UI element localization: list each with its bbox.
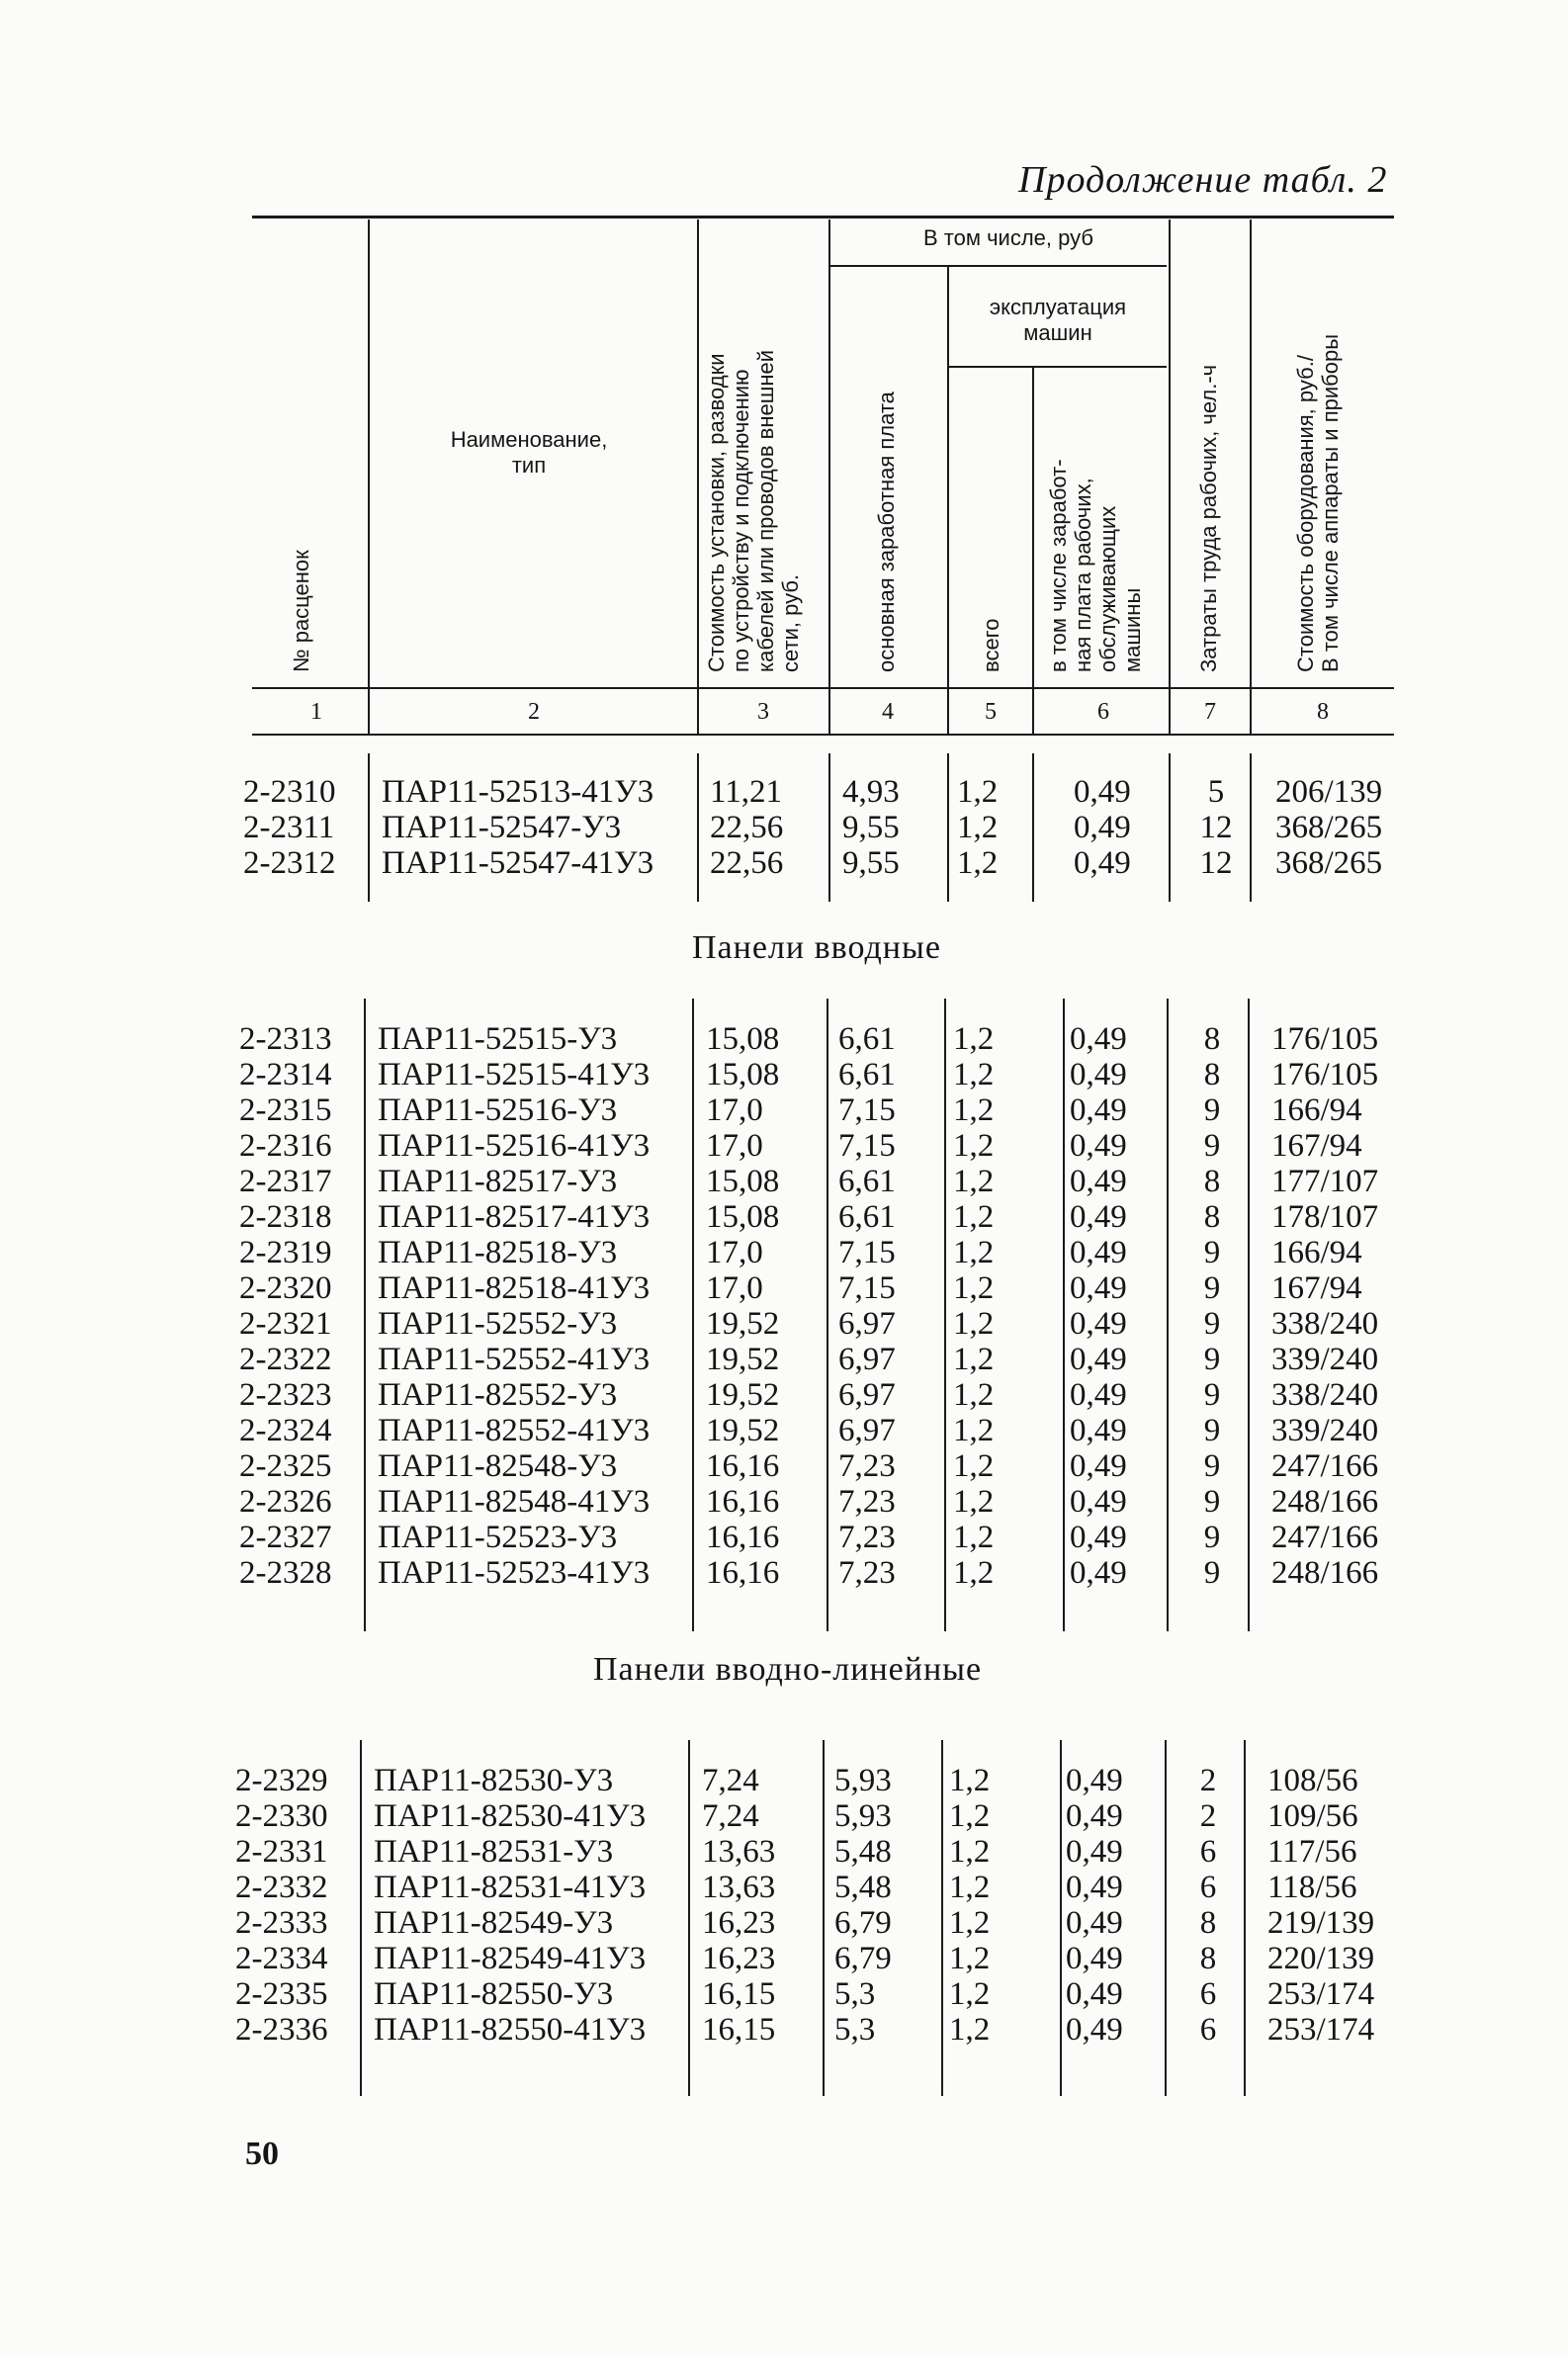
row-name: ПАР11-82548-41У3 [378,1484,651,1520]
row-number: 2-2313 [239,1021,332,1057]
section-title: Панели вводные [692,929,941,966]
row-number: 2-2336 [235,2012,328,2048]
header-col5: всего [979,618,1003,672]
row-equipment-cost: 166/94 [1271,1235,1362,1270]
row-equipment-cost: 339/240 [1271,1342,1379,1377]
row-base-pay: 7,15 [838,1092,896,1128]
row-name: ПАР11-52523-41У3 [378,1555,651,1591]
row-install-cost: 7,24 [702,1763,759,1798]
column-number: 2 [528,699,540,725]
row-labor: 2 [1199,1763,1217,1798]
row-name: ПАР11-82550-41У3 [374,2012,647,2048]
row-name: ПАР11-82517-41У3 [378,1199,651,1235]
row-machine-pay: 0,49 [1074,845,1131,881]
row-labor: 2 [1199,1798,1217,1834]
row-name: ПАР11-82517-У3 [378,1164,618,1199]
row-number: 2-2316 [239,1128,332,1164]
header-col2: Наименование, тип [450,427,608,478]
row-install-cost: 16,16 [706,1484,780,1520]
row-labor: 9 [1203,1520,1221,1555]
row-name: ПАР11-52547-У3 [382,810,622,845]
row-machine-total: 1,2 [949,1905,991,1941]
column-number: 8 [1317,699,1329,725]
row-name: ПАР11-82518-У3 [378,1235,618,1270]
row-machine-pay: 0,49 [1066,1976,1123,2012]
row-machine-pay: 0,49 [1066,2012,1123,2048]
header-divider [828,219,830,734]
body-divider [368,753,370,902]
row-number: 2-2331 [235,1834,328,1870]
row-machine-pay: 0,49 [1074,810,1131,845]
row-install-cost: 22,56 [710,810,784,845]
row-number: 2-2335 [235,1976,328,2012]
row-machine-pay: 0,49 [1074,774,1131,810]
row-labor: 12 [1199,810,1233,845]
body-divider [823,1740,825,2096]
header-col3: Стоимость установки, разводки по устройству и подключению кабелей или проводов внешней сети, руб. [704,349,803,672]
row-equipment-cost: 177/107 [1271,1164,1379,1199]
row-number: 2-2324 [239,1413,332,1448]
column-number: 7 [1204,699,1216,725]
row-labor: 6 [1199,1834,1217,1870]
row-machine-total: 1,2 [949,1834,991,1870]
row-number: 2-2325 [239,1448,332,1484]
header-divider [697,219,699,734]
row-labor: 6 [1199,1976,1217,2012]
body-divider [1060,1740,1062,2096]
row-equipment-cost: 167/94 [1271,1128,1362,1164]
row-number: 2-2322 [239,1342,332,1377]
row-machine-pay: 0,49 [1070,1484,1127,1520]
row-install-cost: 19,52 [706,1342,780,1377]
row-install-cost: 13,63 [702,1834,776,1870]
row-machine-pay: 0,49 [1070,1448,1127,1484]
row-install-cost: 19,52 [706,1377,780,1413]
row-labor: 6 [1199,1870,1217,1905]
body-divider [697,753,699,902]
row-labor: 8 [1199,1941,1217,1976]
row-base-pay: 6,61 [838,1021,896,1057]
row-labor: 9 [1203,1128,1221,1164]
row-labor: 8 [1203,1057,1221,1092]
row-machine-total: 1,2 [949,1763,991,1798]
row-number: 2-2334 [235,1941,328,1976]
row-labor: 8 [1203,1199,1221,1235]
row-machine-total: 1,2 [953,1021,995,1057]
row-base-pay: 6,79 [834,1905,892,1941]
row-equipment-cost: 118/56 [1267,1870,1357,1905]
header-group: В том числе, руб [923,225,1093,250]
row-machine-pay: 0,49 [1066,1834,1123,1870]
row-install-cost: 16,15 [702,1976,776,2012]
row-install-cost: 16,16 [706,1448,780,1484]
row-name: ПАР11-82550-У3 [374,1976,614,2012]
body-divider [364,999,366,1631]
row-name: ПАР11-82549-У3 [374,1905,614,1941]
row-install-cost: 15,08 [706,1199,780,1235]
subgroup-rule [949,366,1167,368]
row-install-cost: 17,0 [706,1128,763,1164]
row-equipment-cost: 219/139 [1267,1905,1375,1941]
row-labor: 12 [1199,845,1233,881]
row-machine-total: 1,2 [953,1342,995,1377]
row-name: ПАР11-52515-У3 [378,1021,618,1057]
row-equipment-cost: 247/166 [1271,1448,1379,1484]
row-base-pay: 7,15 [838,1270,896,1306]
row-name: ПАР11-82531-41У3 [374,1870,647,1905]
body-divider [1032,753,1034,902]
row-labor: 9 [1203,1555,1221,1591]
row-machine-total: 1,2 [953,1555,995,1591]
row-install-cost: 16,15 [702,2012,776,2048]
group-rule [830,265,1167,267]
row-name: ПАР11-82552-41У3 [378,1413,651,1448]
row-labor: 9 [1203,1235,1221,1270]
row-name: ПАР11-52547-41У3 [382,845,654,881]
row-name: ПАР11-52523-У3 [378,1520,618,1555]
row-machine-pay: 0,49 [1070,1021,1127,1057]
row-labor: 9 [1203,1484,1221,1520]
row-machine-total: 1,2 [953,1057,995,1092]
row-base-pay: 5,93 [834,1763,892,1798]
row-install-cost: 16,23 [702,1905,776,1941]
header-divider [368,219,370,734]
row-install-cost: 17,0 [706,1235,763,1270]
row-install-cost: 13,63 [702,1870,776,1905]
row-number: 2-2332 [235,1870,328,1905]
row-labor: 6 [1199,2012,1217,2048]
row-base-pay: 6,97 [838,1413,896,1448]
row-machine-total: 1,2 [953,1199,995,1235]
body-divider [941,1740,943,2096]
row-equipment-cost: 338/240 [1271,1377,1379,1413]
row-name: ПАР11-82531-У3 [374,1834,614,1870]
row-number: 2-2319 [239,1235,332,1270]
row-labor: 9 [1203,1306,1221,1342]
row-equipment-cost: 247/166 [1271,1520,1379,1555]
row-base-pay: 9,55 [842,845,900,881]
row-equipment-cost: 108/56 [1267,1763,1358,1798]
row-machine-pay: 0,49 [1070,1092,1127,1128]
row-labor: 9 [1203,1448,1221,1484]
row-labor: 9 [1203,1342,1221,1377]
colnum-bottom-rule [252,734,1394,736]
row-machine-total: 1,2 [953,1377,995,1413]
row-machine-total: 1,2 [957,810,999,845]
row-name: ПАР11-52516-41У3 [378,1128,651,1164]
row-name: ПАР11-52516-У3 [378,1092,618,1128]
row-base-pay: 6,97 [838,1342,896,1377]
header-top-rule [252,216,1394,218]
row-base-pay: 6,61 [838,1057,896,1092]
row-machine-total: 1,2 [949,2012,991,2048]
row-machine-total: 1,2 [953,1164,995,1199]
row-labor: 9 [1203,1377,1221,1413]
row-number: 2-2314 [239,1057,332,1092]
row-base-pay: 9,55 [842,810,900,845]
row-machine-total: 1,2 [949,1798,991,1834]
row-install-cost: 15,08 [706,1021,780,1057]
row-machine-total: 1,2 [953,1520,995,1555]
row-number: 2-2310 [243,774,336,810]
row-machine-total: 1,2 [953,1413,995,1448]
row-base-pay: 7,23 [838,1520,896,1555]
row-base-pay: 5,3 [834,1976,876,2012]
row-machine-total: 1,2 [953,1448,995,1484]
row-name: ПАР11-52513-41У3 [382,774,654,810]
row-install-cost: 17,0 [706,1092,763,1128]
row-labor: 5 [1207,774,1225,810]
row-base-pay: 6,61 [838,1199,896,1235]
row-number: 2-2312 [243,845,336,881]
column-number: 6 [1097,699,1109,725]
column-number: 4 [882,699,894,725]
row-equipment-cost: 248/166 [1271,1484,1379,1520]
row-base-pay: 7,23 [838,1555,896,1591]
body-divider [1063,999,1065,1631]
row-number: 2-2326 [239,1484,332,1520]
row-number: 2-2320 [239,1270,332,1306]
row-name: ПАР11-52515-41У3 [378,1057,651,1092]
header-col4: основная заработная плата [874,392,899,672]
row-number: 2-2327 [239,1520,332,1555]
row-machine-total: 1,2 [953,1092,995,1128]
row-number: 2-2317 [239,1164,332,1199]
row-install-cost: 19,52 [706,1306,780,1342]
row-number: 2-2315 [239,1092,332,1128]
row-equipment-cost: 220/139 [1267,1941,1375,1976]
body-divider [692,999,694,1631]
row-machine-total: 1,2 [953,1306,995,1342]
table-caption: Продолжение табл. 2 [1018,159,1388,201]
row-install-cost: 15,08 [706,1057,780,1092]
row-install-cost: 16,16 [706,1520,780,1555]
body-divider [947,753,949,902]
body-divider [688,1740,690,2096]
row-equipment-cost: 253/174 [1267,1976,1375,2012]
row-equipment-cost: 368/265 [1275,845,1383,881]
row-machine-total: 1,2 [949,1976,991,2012]
row-install-cost: 7,24 [702,1798,759,1834]
row-base-pay: 6,79 [834,1941,892,1976]
page-number: 50 [245,2136,279,2172]
row-machine-pay: 0,49 [1070,1306,1127,1342]
row-base-pay: 5,48 [834,1870,892,1905]
row-number: 2-2328 [239,1555,332,1591]
row-machine-pay: 0,49 [1066,1798,1123,1834]
row-number: 2-2323 [239,1377,332,1413]
row-equipment-cost: 338/240 [1271,1306,1379,1342]
row-equipment-cost: 339/240 [1271,1413,1379,1448]
row-machine-pay: 0,49 [1066,1941,1123,1976]
row-machine-total: 1,2 [953,1128,995,1164]
row-name: ПАР11-52552-У3 [378,1306,618,1342]
row-machine-total: 1,2 [953,1484,995,1520]
header-divider [1250,219,1252,734]
column-number: 1 [310,699,322,725]
row-machine-total: 1,2 [949,1870,991,1905]
row-base-pay: 5,93 [834,1798,892,1834]
row-machine-pay: 0,49 [1070,1057,1127,1092]
row-equipment-cost: 166/94 [1271,1092,1362,1128]
header-col8: Стоимость оборудования, руб./ В том числе аппараты и приборы [1293,333,1343,672]
row-name: ПАР11-82549-41У3 [374,1941,647,1976]
row-equipment-cost: 117/56 [1267,1834,1357,1870]
column-number: 5 [985,699,997,725]
row-base-pay: 7,15 [838,1128,896,1164]
row-number: 2-2318 [239,1199,332,1235]
row-number: 2-2321 [239,1306,332,1342]
row-number: 2-2333 [235,1905,328,1941]
row-base-pay: 4,93 [842,774,900,810]
row-machine-total: 1,2 [949,1941,991,1976]
row-machine-pay: 0,49 [1066,1763,1123,1798]
row-machine-pay: 0,49 [1066,1870,1123,1905]
row-machine-pay: 0,49 [1070,1342,1127,1377]
row-number: 2-2329 [235,1763,328,1798]
row-labor: 9 [1203,1413,1221,1448]
row-name: ПАР11-82552-У3 [378,1377,618,1413]
row-machine-total: 1,2 [957,774,999,810]
row-base-pay: 5,3 [834,2012,876,2048]
row-install-cost: 16,16 [706,1555,780,1591]
header-col6: в том числе заработ- ная плата рабочих, обслуживающих машины [1046,459,1145,672]
row-install-cost: 16,23 [702,1941,776,1976]
row-install-cost: 19,52 [706,1413,780,1448]
row-labor: 9 [1203,1092,1221,1128]
row-labor: 8 [1203,1164,1221,1199]
header-divider [1032,368,1034,734]
row-base-pay: 7,23 [838,1484,896,1520]
row-base-pay: 7,23 [838,1448,896,1484]
body-divider [944,999,946,1631]
row-equipment-cost: 368/265 [1275,810,1383,845]
row-machine-pay: 0,49 [1070,1413,1127,1448]
row-equipment-cost: 167/94 [1271,1270,1362,1306]
section-title: Панели вводно-линейные [593,1651,983,1688]
row-name: ПАР11-82530-У3 [374,1763,614,1798]
row-equipment-cost: 206/139 [1275,774,1383,810]
row-machine-pay: 0,49 [1070,1270,1127,1306]
body-divider [360,1740,362,2096]
row-equipment-cost: 176/105 [1271,1021,1379,1057]
row-equipment-cost: 248/166 [1271,1555,1379,1591]
row-base-pay: 6,97 [838,1306,896,1342]
row-equipment-cost: 178/107 [1271,1199,1379,1235]
row-machine-total: 1,2 [953,1270,995,1306]
row-machine-pay: 0,49 [1070,1377,1127,1413]
row-equipment-cost: 109/56 [1267,1798,1358,1834]
column-number: 3 [757,699,769,725]
row-labor: 8 [1199,1905,1217,1941]
row-name: ПАР11-52552-41У3 [378,1342,651,1377]
header-divider [1169,219,1171,734]
row-machine-pay: 0,49 [1070,1199,1127,1235]
row-machine-pay: 0,49 [1070,1555,1127,1591]
row-base-pay: 7,15 [838,1235,896,1270]
body-divider [827,999,828,1631]
header-col1: № расценок [289,550,313,672]
row-machine-total: 1,2 [953,1235,995,1270]
row-machine-pay: 0,49 [1070,1520,1127,1555]
body-divider [828,753,830,902]
header-col7: Затраты труда рабочих, чел.-ч [1196,364,1221,672]
row-equipment-cost: 176/105 [1271,1057,1379,1092]
row-install-cost: 17,0 [706,1270,763,1306]
header-subgroup: эксплуатация машин [989,295,1127,345]
row-name: ПАР11-82530-41У3 [374,1798,647,1834]
row-install-cost: 22,56 [710,845,784,881]
row-number: 2-2330 [235,1798,328,1834]
row-machine-pay: 0,49 [1070,1164,1127,1199]
row-machine-pay: 0,49 [1066,1905,1123,1941]
header-divider [947,267,949,734]
header-bottom-rule [252,687,1394,689]
row-install-cost: 11,21 [710,774,783,810]
row-number: 2-2311 [243,810,335,845]
row-labor: 8 [1203,1021,1221,1057]
row-machine-pay: 0,49 [1070,1128,1127,1164]
row-labor: 9 [1203,1270,1221,1306]
row-base-pay: 5,48 [834,1834,892,1870]
row-machine-total: 1,2 [957,845,999,881]
row-machine-pay: 0,49 [1070,1235,1127,1270]
row-name: ПАР11-82548-У3 [378,1448,618,1484]
row-install-cost: 15,08 [706,1164,780,1199]
row-equipment-cost: 253/174 [1267,2012,1375,2048]
row-base-pay: 6,61 [838,1164,896,1199]
row-base-pay: 6,97 [838,1377,896,1413]
row-name: ПАР11-82518-41У3 [378,1270,651,1306]
